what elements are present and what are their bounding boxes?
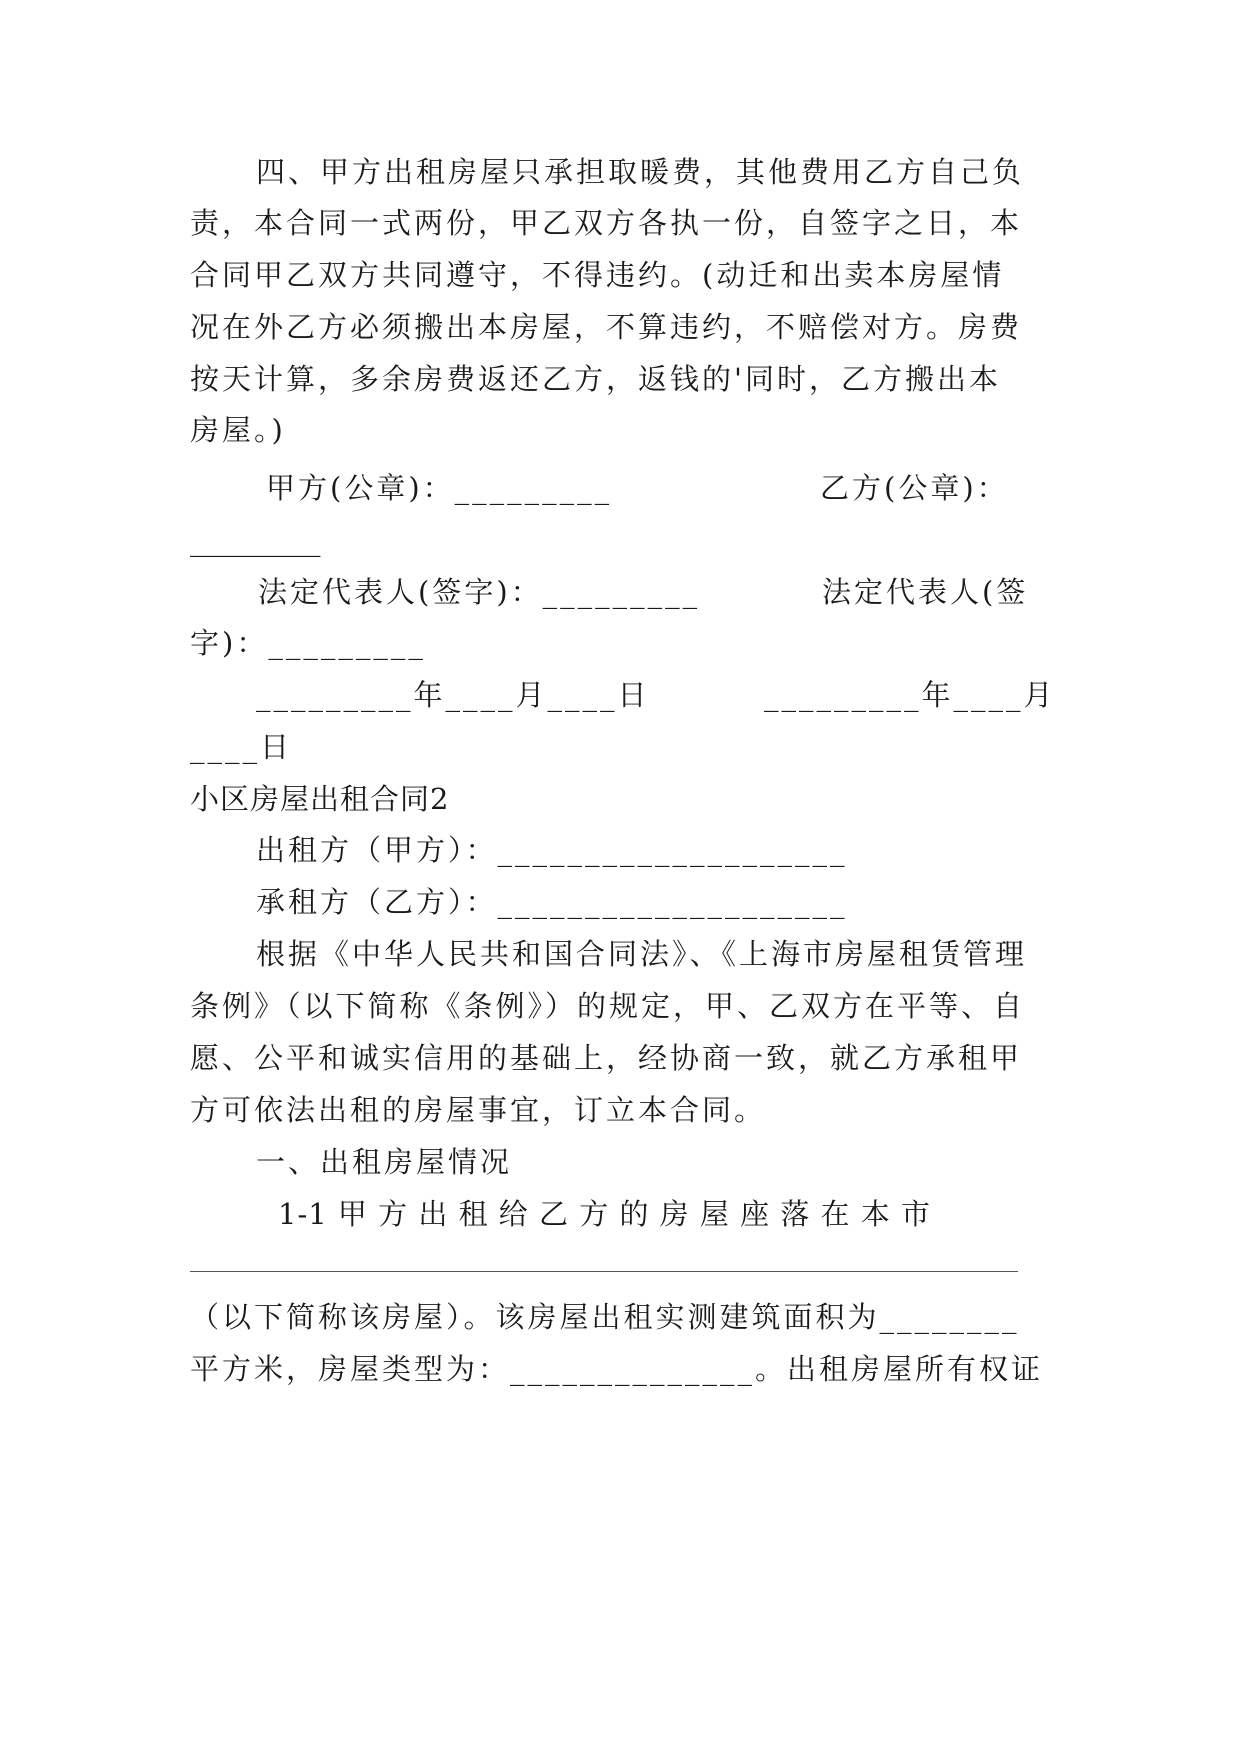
paragraph-4-line-3: 合同甲乙双方共同遵守，不得违约。(动迁和出卖本房屋情: [190, 258, 1005, 292]
clause-1-1-line-3: 平方米，房屋类型为：______________。出租房屋所有权证: [190, 1352, 1044, 1386]
party-b-seal-blank: _________: [190, 523, 321, 557]
date-b-field: _________年____月: [764, 678, 1056, 712]
paragraph-4-line-4: 况在外乙方必须搬出本房屋，不算违约，不赔偿对方。房费: [190, 310, 1023, 344]
intro-line-2: 条例》（以下简称《条例》）的规定，甲、乙双方在平等、自: [190, 989, 1026, 1023]
clause-1-1-line-2: （以下简称该房屋）。该房屋出租实测建筑面积为________: [190, 1300, 1020, 1334]
paragraph-4-line-6: 房屋。): [190, 413, 286, 447]
section-1-title: 一、出租房屋情况: [256, 1145, 513, 1179]
paragraph-4-line-2: 责，本合同一式两份，甲乙双方各执一份，自签字之日，本: [190, 206, 1023, 240]
lessee-field: 承租方（乙方）：____________________: [256, 885, 848, 919]
date-b-field-cont: ____日: [190, 730, 293, 764]
intro-line-4: 方可依法出租的房屋事宜，订立本合同。: [190, 1093, 767, 1127]
lessor-field: 出租方（甲方）：____________________: [256, 833, 848, 867]
representative-b-field-cont: 字)：_________: [190, 626, 426, 660]
representative-b-field: 法定代表人(签: [822, 575, 1029, 609]
paragraph-4-line-5: 按天计算，多余房费返还乙方，返钱的'同时，乙方搬出本: [190, 362, 1001, 396]
party-b-seal-field: 乙方(公章)：: [820, 471, 1009, 505]
intro-line-1: 根据《中华人民共和国合同法》、《上海市房屋租赁管理: [256, 937, 1028, 971]
representative-a-field: 法定代表人(签字)：_________: [258, 575, 701, 609]
paragraph-4-line-1: 四、甲方出租房屋只承担取暖费，其他费用乙方自己负: [256, 155, 1025, 189]
contract-2-title: 小区房屋出租合同2: [190, 782, 450, 816]
clause-1-1: 1-1 甲 方 出 租 给 乙 方 的 房 屋 座 落 在 本 市: [278, 1197, 931, 1231]
date-a-field: _________年____月____日: [256, 678, 650, 712]
intro-line-3: 愿、公平和诚实信用的基础上，经协商一致，就乙方承租甲: [190, 1041, 1023, 1075]
address-blank-line: [190, 1271, 1018, 1272]
party-a-seal-field: 甲方(公章)：_________: [266, 471, 613, 505]
